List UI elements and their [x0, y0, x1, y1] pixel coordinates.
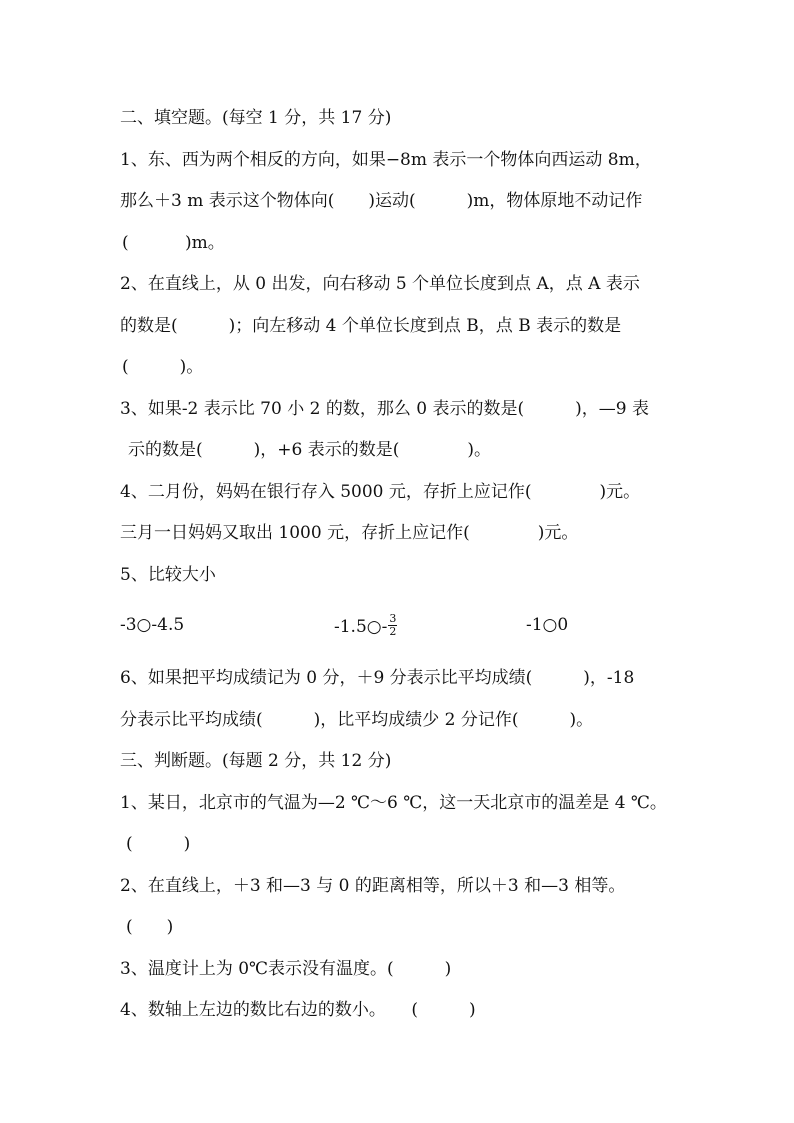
question-2-2-line-2: 的数是( )；向左移动 4 个单位长度到点 B，点 B 表示的数是 [120, 316, 622, 336]
question-2-1-line-1: 1、东、西为两个相反的方向，如果−8m 表示一个物体向西运动 8m， [120, 150, 652, 170]
question-3-2-line-1: 2、在直线上，＋3 和—3 与 0 的距离相等，所以＋3 和—3 相等。 [120, 876, 626, 896]
fraction-denominator: 2 [389, 625, 397, 638]
fraction-numerator: 3 [389, 612, 397, 625]
question-2-3-line-1: 3、如果-2 表示比 70 小 2 的数，那么 0 表示的数是( )，—9 表 [120, 399, 649, 419]
question-2-4-line-2: 三月一日妈妈又取出 1000 元，存折上应记作( )元。 [120, 523, 579, 543]
question-2-4-line-1: 4、二月份，妈妈在银行存入 5000 元，存折上应记作( )元。 [120, 482, 641, 502]
section-2-heading: 二、填空题。(每空 1 分，共 17 分) [120, 108, 392, 128]
question-2-2-line-3: ( )。 [122, 357, 204, 377]
compare-item-3: -1○0 [526, 615, 569, 635]
question-2-6-line-2: 分表示比平均成绩( )，比平均成绩少 2 分记作( )。 [120, 710, 594, 730]
question-3-2-line-2: ( ) [126, 917, 174, 937]
question-3-1-line-2: ( ) [126, 834, 191, 854]
question-2-6-line-1: 6、如果把平均成绩记为 0 分，＋9 分表示比平均成绩( )，-18 [120, 668, 635, 688]
compare-item-1: -3○-4.5 [120, 615, 185, 635]
question-2-1-line-3: ( )m。 [122, 233, 225, 253]
section-3-heading: 三、判断题。(每题 2 分，共 12 分) [120, 751, 392, 771]
question-3-3-line-1: 3、温度计上为 0℃表示没有温度。( ) [120, 959, 452, 979]
question-2-3-line-2: 示的数是( )，+6 表示的数是( )。 [128, 440, 491, 460]
question-2-1-line-2: 那么＋3 m 表示这个物体向( )运动( )m，物体原地不动记作 [120, 191, 643, 211]
compare-item-2 [334, 612, 398, 640]
question-3-1-line-1: 1、某日，北京市的气温为—2 ℃～6 ℃，这一天北京市的温差是 4 ℃。 [120, 793, 667, 813]
question-2-2-line-1: 2、在直线上，从 0 出发，向右移动 5 个单位长度到点 A，点 A 表示 [120, 274, 640, 294]
compare-item-2-prefix: -1.5○- [334, 617, 388, 637]
fraction [388, 613, 397, 638]
question-3-4-line-1: 4、数轴上左边的数比右边的数小。 ( ) [120, 1000, 476, 1020]
question-2-5-label: 5、比较大小 [120, 565, 216, 585]
